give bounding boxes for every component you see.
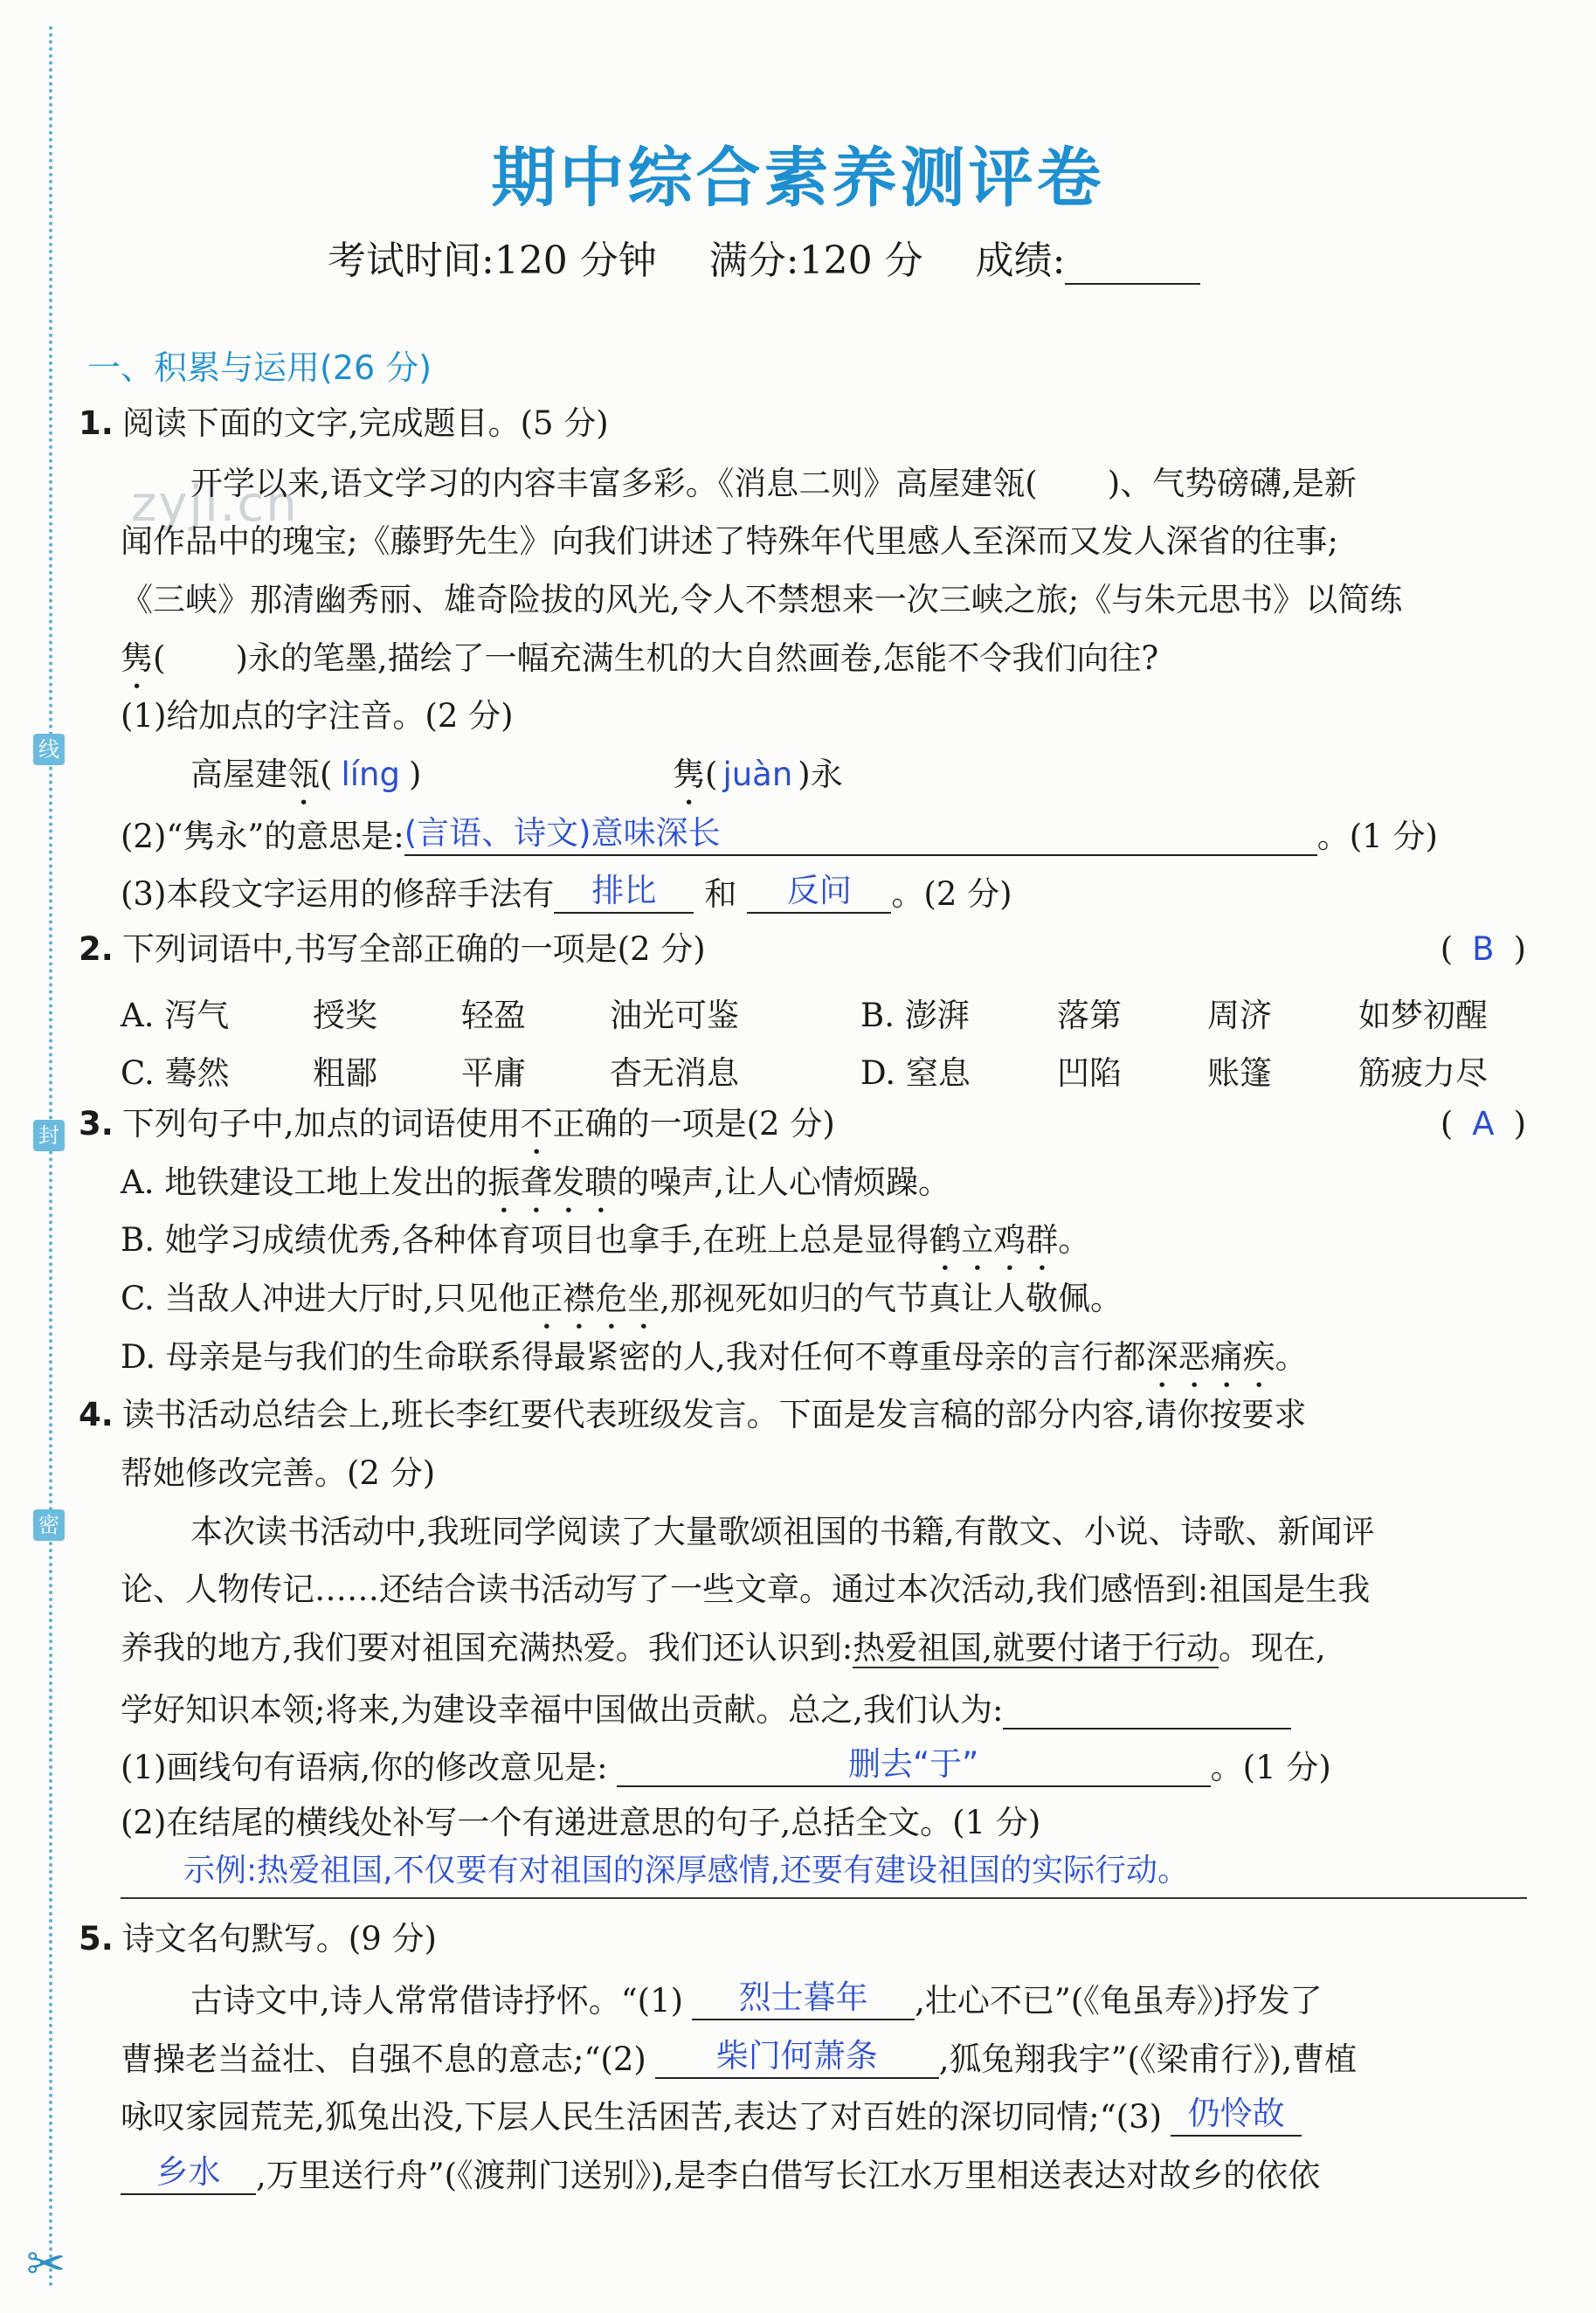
q2-option-word: 如梦初醒 (1358, 997, 1488, 1034)
q2-option-word: 粗鄙 (313, 1054, 377, 1092)
answer-text: (言语、诗文)意味深长 (404, 814, 1317, 856)
q3-stem (79, 1105, 835, 1162)
sub2-text: (2)“隽永”的意思是: (121, 818, 404, 855)
score-text: 。(1 分) (1210, 1749, 1331, 1786)
answer-choice: B (1472, 930, 1495, 968)
margin-mark-secret: 密 (33, 1509, 65, 1541)
q1-word2 (673, 756, 843, 812)
answer-text: 烈士暮年 (692, 1978, 915, 2020)
q3-number: 3. (79, 1105, 114, 1143)
answer-text: 柴门何萧条 (655, 2037, 939, 2079)
q2-option-word: 账篷 (1207, 1054, 1272, 1092)
answer-text: 排比 (554, 872, 694, 914)
section-heading: 一、积累与运用(26 分) (87, 349, 432, 387)
answer-text: 反问 (747, 872, 891, 914)
dotted-char: 隽 (673, 756, 705, 793)
q2-option-word: 轻盈 (461, 997, 526, 1034)
passage-text: 。现在, (1219, 1629, 1326, 1667)
q1-stem (79, 404, 609, 443)
word-text: 高屋建 (190, 756, 287, 793)
dotted-char: 不 (520, 1105, 553, 1143)
exam-time: 考试时间:120 分钟 (328, 238, 657, 283)
dotted-word: 正襟危坐 (530, 1280, 660, 1317)
answer-pinyin: juàn (722, 756, 793, 793)
q5-stem (79, 1920, 437, 1958)
q2-text: 下列词语中,书写全部正确的一项是(2 分) (121, 930, 706, 968)
score-text: 。(1 分) (1316, 818, 1438, 855)
q2-option-word: C. 蓦然 (121, 1054, 230, 1092)
grade-label: 成绩: (975, 238, 1066, 283)
answer-blank (1003, 1688, 1291, 1730)
q5-text: 古诗文中,诗人常常借诗抒怀。“(1) (190, 1982, 684, 2020)
q1-passage-line: )、气势磅礴,是新 (1107, 465, 1357, 502)
q3-option-d (121, 1338, 1308, 1395)
q1-word1 (190, 756, 421, 812)
option-text: ,那视死如归的气节真让人敬佩。 (660, 1280, 1123, 1317)
q1-sub2 (121, 814, 1438, 856)
q2-option-word: A. 泻气 (121, 997, 230, 1034)
grade-blank (1065, 283, 1200, 285)
q2-option-word: 授奖 (313, 997, 377, 1034)
q3-text: 下列句子中,加点的词语使用 (121, 1105, 521, 1143)
dotted-word: 振聋发聩 (487, 1163, 618, 1201)
option-text: C. 当敌人冲进大厅时,只见他 (121, 1280, 531, 1317)
option-text: 。 (1058, 1221, 1091, 1259)
answer-text: 乡水 (121, 2153, 256, 2195)
q1-sub1: (1)给加点的字注音。(2 分) (121, 697, 514, 735)
q2-answer (1441, 930, 1526, 968)
q2-option-word: 油光可鉴 (610, 997, 739, 1034)
q3-option-a (121, 1163, 950, 1220)
q4-sub1 (121, 1745, 1331, 1787)
q4-passage-line2: 论、人物传记……还结合读书活动写了一些文章。通过本次活动,我们感悟到:祖国是生我 (121, 1571, 1371, 1608)
answer-text: 删去“于” (617, 1745, 1211, 1787)
option-text: B. 她学习成绩优秀,各种体育项目也拿手,在班上总是显得 (121, 1221, 929, 1259)
option-text: D. 母亲是与我们的生命联系得最紧密的人,我对任何不尊重母亲的言行都 (121, 1338, 1146, 1376)
dotted-word: 深恶痛疾 (1145, 1338, 1275, 1376)
q5-text: 咏叹家园荒芜,狐兔出没,下层人民生活困苦,表达了对百姓的深切同情;“(3) (121, 2098, 1163, 2136)
q1-passage-line: 开学以来,语文学习的内容丰富多彩。《消息二则》高屋建瓴( (190, 465, 1038, 502)
q4-stem-line2: 帮她修改完善。(2 分) (121, 1454, 436, 1492)
bracket: ) (1513, 930, 1526, 968)
page-title: 期中综合素养测评卷 (491, 141, 1105, 216)
margin-mark-seal: 封 (33, 1120, 65, 1151)
q5-line1 (190, 1978, 1323, 2020)
bracket: ( (153, 639, 166, 677)
q1-text: 阅读下面的文字,完成题目。(5 分) (121, 404, 609, 442)
q1-passage-line3: 《三峡》那清幽秀丽、雄奇险拔的风光,令人不禁想来一次三峡之旅;《与朱元思书》以简练 (121, 581, 1403, 618)
sub3-text: (3)本段文字运用的修辞手法有 (121, 875, 555, 913)
bracket: ) (1513, 1105, 1526, 1143)
sub1-text: (1)画线句有语病,你的修改意见是: (121, 1749, 608, 1786)
option-text: 的噪声,让人心情烦躁。 (617, 1163, 951, 1201)
q5-text: ,壮心不已”(《龟虽寿》)抒发了 (915, 1982, 1323, 2020)
q2-option-word: 凹陷 (1057, 1054, 1122, 1092)
q5-text: ,万里送行舟”(《渡荆门送别》),是李白借写长江水万里相送表达对故乡的依依 (256, 2157, 1321, 2194)
bracket: ( (1440, 1105, 1454, 1143)
q2-stem (79, 930, 706, 969)
q3-text: 正确的一项是(2 分) (552, 1105, 835, 1143)
bracket: ( (320, 756, 333, 793)
q4-passage-line1: 本次读书活动中,我班同学阅读了大量歌颂祖国的书籍,有散文、小说、诗歌、新闻评 (190, 1513, 1375, 1550)
option-text: A. 地铁建设工地上发出的 (121, 1163, 488, 1201)
answer-line (121, 1897, 1527, 1899)
bracket: ( (1440, 930, 1454, 968)
q4-sub2: (2)在结尾的横线处补写一个有递进意思的句子,总括全文。(1 分) (121, 1804, 1041, 1841)
underlined-sentence: 热爱祖国,就要付诸于行动 (853, 1629, 1219, 1667)
passage-text: 养我的地方,我们要对祖国充满热爱。我们还认识到: (121, 1629, 853, 1667)
q5-line3 (121, 2095, 1302, 2137)
q1-sub3 (121, 872, 1012, 914)
q3-option-c (121, 1280, 1123, 1336)
q3-option-b (121, 1221, 1090, 1278)
q2-option-word: B. 澎湃 (860, 997, 970, 1034)
conjunction: 和 (704, 875, 737, 913)
q5-text: ,狐兔翔我宇”(《梁甫行》),曹植 (938, 2040, 1358, 2078)
bracket: ) (408, 756, 422, 793)
q5-line4 (121, 2153, 1320, 2195)
q1-passage-line2: 闻作品中的瑰宝;《藤野先生》向我们讲述了特殊年代里感人至深而又发人深省的往事; (121, 522, 1338, 560)
q2-option-word: D. 窒息 (860, 1054, 971, 1092)
q4-sub2-answer: 示例:热爱祖国,不仅要有对祖国的深厚感情,还要有建设祖国的实际行动。 (183, 1853, 1190, 1888)
answer-choice: A (1472, 1105, 1495, 1143)
q1-passage (121, 454, 1527, 513)
q2-option-word: 落第 (1057, 997, 1122, 1034)
q2-number: 2. (79, 930, 114, 968)
passage-text: 学好知识本领;将来,为建设幸福中国做出贡献。总之,我们认为: (121, 1691, 1004, 1729)
watermark: zyjl.cn (131, 476, 299, 533)
q4-text: 读书活动总结会上,班长李红要代表班级发言。下面是发言稿的部分内容,请你按要求 (121, 1396, 1307, 1433)
q2-option-word: 平庸 (461, 1054, 526, 1092)
q2-option-word: 筋疲力尽 (1358, 1054, 1488, 1092)
scissors-icon: ✂ (26, 2236, 66, 2291)
q2-option-word: 杳无消息 (610, 1054, 739, 1092)
q5-line2 (121, 2037, 1357, 2079)
answer-text: 仍怜故 (1171, 2095, 1302, 2137)
answer-pinyin: líng (341, 756, 400, 793)
q3-answer (1441, 1105, 1526, 1143)
dotted-word: 鹤立鸡群 (929, 1221, 1059, 1259)
q1-passage-line4 (121, 639, 1158, 696)
q1-number: 1. (79, 404, 114, 442)
exam-info (328, 229, 1253, 285)
q5-number: 5. (79, 1920, 114, 1957)
bracket: ( (705, 756, 718, 793)
binding-dotted-line (49, 26, 52, 2289)
q4-passage-line4 (121, 1688, 1291, 1730)
score-text: 。(2 分) (891, 875, 1012, 913)
q5-text: 曹操老当益壮、自强不息的意志;“(2) (121, 2040, 646, 2078)
full-score: 满分:120 分 (708, 238, 923, 283)
dotted-char: 隽 (121, 639, 153, 677)
q4-passage-line3 (121, 1629, 1326, 1667)
q2-option-word: 周济 (1207, 997, 1272, 1034)
q4-stem (79, 1396, 1306, 1434)
q4-number: 4. (79, 1396, 114, 1433)
q1-passage-text: )永的笔墨,描绘了一幅充满生机的大自然画卷,怎能不令我们向往? (235, 639, 1159, 677)
dotted-char: 瓴 (287, 756, 320, 793)
q5-text: 诗文名句默写。(9 分) (121, 1920, 437, 1957)
margin-mark-line: 线 (33, 734, 65, 765)
option-text: 。 (1275, 1338, 1308, 1376)
word-text: )永 (798, 756, 843, 793)
